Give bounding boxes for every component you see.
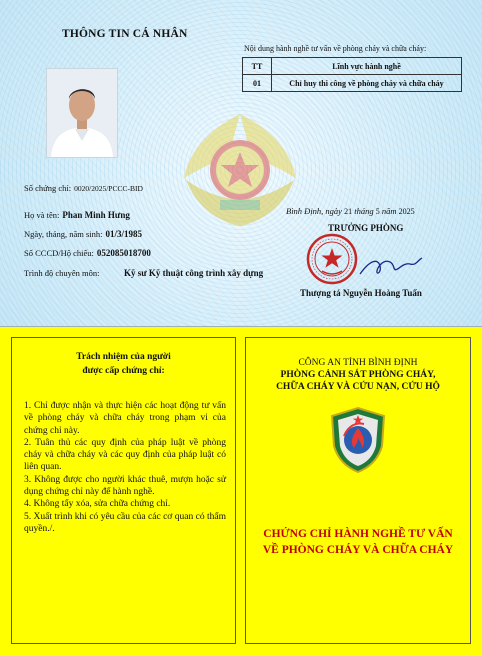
signer-role: TRƯỞNG PHÒNG (328, 223, 404, 233)
handwritten-signature (356, 252, 426, 282)
table-header-row (243, 58, 462, 75)
issuing-agency: CÔNG AN TỈNH BÌNH ĐỊNH (298, 358, 418, 368)
red-seal-icon (306, 233, 358, 285)
list-item: 4. Không tẩy xóa, sửa chữa chứng chỉ. (24, 499, 171, 510)
table-header-cell: TT (243, 58, 272, 75)
list-item: 2. Tuân thủ các quy định của pháp luật về phòng cháy và chữa cháy và các quy định của pháp luật có liên quan. (24, 437, 226, 473)
list-item: 1. Chỉ được nhận và thực hiện các hoạt động tư vấn về phòng cháy và chữa cháy trong phạm vi của chứng chỉ này. (24, 401, 226, 436)
responsibilities-title (12, 350, 235, 378)
table-cell: 01 (243, 75, 272, 92)
table-row (243, 75, 462, 92)
department-line: PHÒNG CẢNH SÁT PHÒNG CHÁY, (280, 370, 436, 380)
dob-label: Ngày, tháng, năm sinh: (24, 229, 103, 239)
certificate-title (246, 526, 470, 558)
id-field (24, 248, 151, 258)
personal-info-title: THÔNG TIN CÁ NHÂN (62, 28, 188, 40)
name-field (24, 210, 130, 220)
list-item: 5. Xuất trình khi có yêu cầu của các cơ quan có thẩm quyền./. (24, 511, 226, 534)
practice-scope-table (242, 57, 462, 92)
responsibilities-title-line: được cấp chứng chỉ: (82, 366, 165, 376)
signing-date (286, 206, 415, 216)
id-value: 052085018700 (96, 248, 151, 258)
signer-name: Thượng tá Nguyễn Hoàng Tuấn (300, 288, 422, 298)
personal-info-card (0, 0, 482, 327)
responsibilities-list (24, 400, 226, 535)
dob-field (24, 229, 142, 239)
certificate-number-value: 0020/2025/PCCC-BID (74, 184, 143, 193)
portrait-photo (46, 68, 118, 158)
department-line: CHỮA CHÁY VÀ CỨU NẠN, CỨU HỘ (276, 381, 440, 392)
signing-month-prefix: tháng (354, 206, 374, 216)
name-label: Họ và tên: (24, 210, 60, 220)
signing-year: 2025 (398, 207, 415, 216)
certificate-number-label: Số chứng chỉ: (24, 183, 72, 193)
signing-place: Bình Định, ngày (286, 206, 342, 216)
certificate-number-field (24, 183, 143, 193)
name-value: Phan Minh Hưng (62, 210, 130, 220)
issuing-department (246, 370, 470, 393)
certificate-cover (0, 327, 482, 656)
table-header-cell: Lĩnh vực hành nghề (272, 58, 462, 75)
certificate-title-line: CHỨNG CHỈ HÀNH NGHỀ TƯ VẤN (263, 528, 453, 540)
signing-year-prefix: năm (381, 206, 397, 216)
dob-value: 01/3/1985 (105, 229, 143, 239)
certificate-title-line: VỀ PHÒNG CHÁY VÀ CHỮA CHÁY (262, 544, 454, 556)
fire-police-badge-icon (330, 406, 386, 474)
certificate-front-panel (245, 337, 471, 644)
id-label: Số CCCD/Hộ chiếu: (24, 248, 94, 258)
responsibilities-title-line: Trách nhiệm của người (76, 352, 171, 362)
education-value: Kỹ sư Kỹ thuật công trình xây dựng (124, 268, 264, 278)
responsibilities-panel (11, 337, 236, 644)
signing-month: 5 (375, 207, 380, 216)
table-cell: Chỉ huy thi công về phòng cháy và chữa cháy (272, 75, 462, 92)
signing-day: 21 (344, 207, 353, 216)
education-field (24, 268, 264, 278)
practice-scope-label: Nội dung hành nghề tư vấn về phòng cháy và chữa cháy: (244, 44, 427, 53)
list-item: 3. Không được cho người khác thuê, mượn hoặc sử dụng chứng chỉ này để hành nghề. (24, 474, 226, 498)
education-label: Trình độ chuyên môn: (24, 268, 100, 278)
